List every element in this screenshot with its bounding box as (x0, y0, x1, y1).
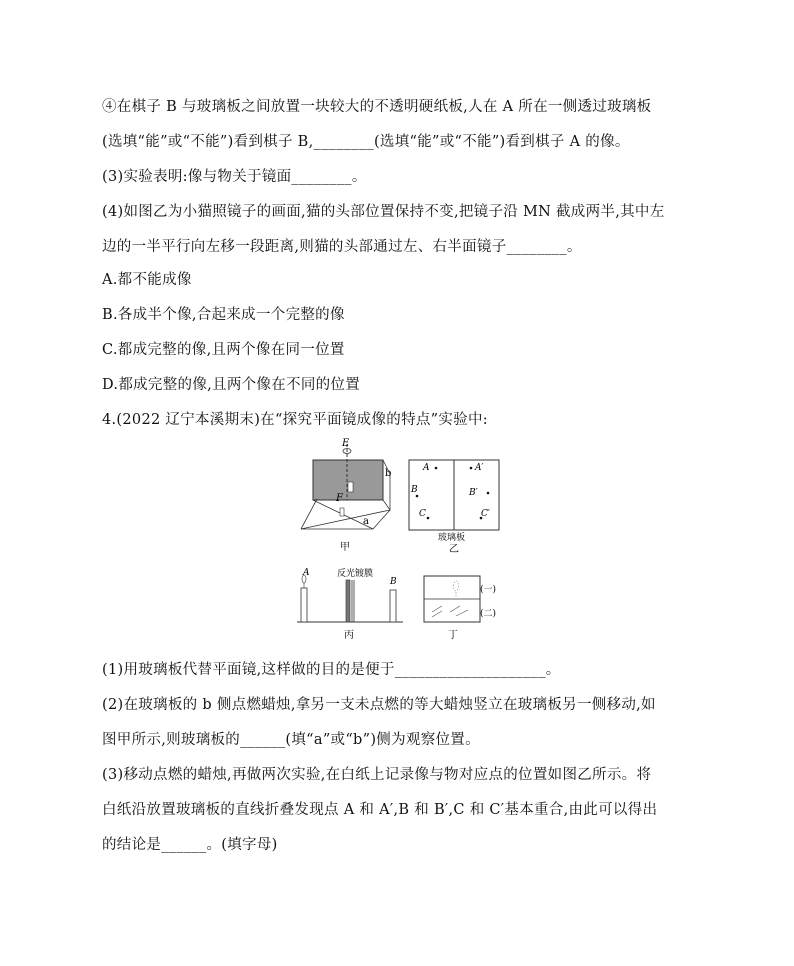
question-4-title: 4.(2022 辽宁本溪期末)在“探究平面镜成像的特点”实验中: (102, 412, 488, 428)
caption-jia: 甲 (340, 542, 350, 553)
point-B: B (411, 485, 418, 495)
figure-jia (295, 436, 405, 556)
question-4-2-line-2: 图甲所示,则玻璃板的______(填“a”或“b”)侧为观察位置。 (102, 732, 480, 748)
figure-yi (405, 456, 505, 556)
text-line-3: (3)实验表明:像与物关于镜面________。 (102, 169, 367, 185)
label-E: E (342, 438, 350, 449)
point-A-prime: A′ (475, 463, 484, 473)
option-a: A.都不能成像 (102, 272, 192, 288)
figure-bing (295, 566, 405, 642)
question-4-2-line-1: (2)在玻璃板的 b 侧点燃蜡烛,拿另一支未点燃的等大蜡烛竖立在玻璃板另一侧移动,如 (102, 697, 656, 713)
label-part-2: (二) (480, 609, 497, 619)
question-4-1: (1)用玻璃板代替平面镜,这样做的目的是便于____________________。 (102, 662, 561, 678)
option-b: B.各成半个像,合起来成一个完整的像 (102, 307, 345, 323)
label-B: B (390, 577, 397, 587)
label-part-1: (一) (480, 585, 497, 595)
label-b: b (385, 468, 392, 479)
caption-ding: 丁 (448, 630, 458, 641)
point-C-prime: C′ (481, 509, 490, 519)
text-line-1: ④在棋子 B 与玻璃板之间放置一块较大的不透明硬纸板,人在 A 所在一侧透过玻璃板 (102, 99, 652, 115)
point-C: C (419, 509, 426, 519)
text-line-2: (选填“能”或“不能”)看到棋子 B,________(选填“能”或“不能”)看到棋子 A 的像。 (102, 134, 630, 150)
question-4-3-line-1: (3)移动点燃的蜡烛,再做两次实验,在白纸上记录像与物对应点的位置如图乙所示。将 (102, 767, 652, 783)
option-c: C.都成完整的像,且两个像在同一位置 (102, 342, 345, 358)
label-A: A (303, 568, 310, 578)
option-d: D.都成完整的像,且两个像在不同的位置 (102, 377, 361, 393)
point-B-prime: B′ (469, 488, 478, 498)
coating-label: 反光镀膜 (337, 569, 374, 579)
board-label: 玻璃板 (438, 533, 466, 543)
label-a: a (363, 516, 369, 527)
figure-ding (418, 572, 508, 642)
question-4-3-line-2: 白纸沿放置玻璃板的直线折叠发现点 A 和 A′,B 和 B′,C 和 C′基本重合,由此可以得出 (102, 802, 658, 818)
question-4-3-line-3: 的结论是______。(填字母) (102, 837, 278, 853)
point-A: A (423, 463, 430, 473)
caption-yi: 乙 (449, 544, 459, 555)
text-line-4: (4)如图乙为小猫照镜子的画面,猫的头部位置保持不变,把镜子沿 MN 截成两半,其中左 (102, 204, 665, 220)
text-line-5: 边的一半平行向左移一段距离,则猫的头部通过左、右半面镜子________。 (102, 239, 582, 255)
label-F: F (336, 493, 343, 504)
caption-bing: 丙 (344, 630, 354, 641)
